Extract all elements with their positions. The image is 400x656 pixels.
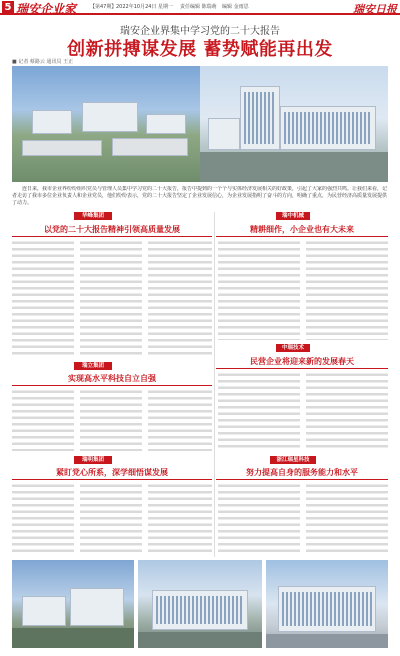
article-text-column <box>12 240 74 358</box>
article-text-column <box>148 240 212 358</box>
article-text-column <box>80 483 142 555</box>
article-text-column <box>306 483 388 555</box>
article-headline: 创新拼搏谋发展 蓄势赋能再出发 <box>67 39 333 60</box>
article-text-column <box>12 389 74 451</box>
divider-line <box>216 368 388 369</box>
section-title-5: 紧盯党心所系，深学细悟谋发展 <box>56 468 168 477</box>
page-number: 5 <box>2 1 14 14</box>
section-title-1: 以党的二十大报告精神引领高质量发展 <box>44 225 180 234</box>
article-text-column <box>218 483 300 555</box>
lead-paragraph: 连日来，我市企业界纷纷组织党员与管理人员集中学习党的二十大报告，报告中提到的一个个与实体经济发展相关的好政策，引起了大家的强烈共鸣。让我们来看，记者走访了我市多位企业负责人和企业党员，他们纷纷表示，党的二十大报告坚定了企业发展信心，为企业发展指明了奋斗的方向，明确了重点，为民营经济高质量发展提供了动力。 <box>12 186 388 207</box>
article-text-column <box>80 240 142 358</box>
article-text-column <box>12 483 74 555</box>
factory-building-photo-right <box>200 66 388 182</box>
divider-line <box>12 236 212 237</box>
article-text-column <box>306 240 388 340</box>
divider-line <box>12 479 212 480</box>
article-text-column <box>306 372 388 450</box>
section-title-4: 民营企业将迎来新的发展春天 <box>250 357 354 366</box>
hero-photo <box>12 66 388 182</box>
section-tag-2: 瑞中机械 <box>276 212 310 220</box>
designer-credit: 编辑 金雨思 <box>222 4 249 10</box>
section-tag-3: 瑞立集团 <box>74 362 112 370</box>
section-tag-4: 中瑞技术 <box>276 344 310 352</box>
factory-photo-1 <box>12 560 134 648</box>
article-text-column <box>80 389 142 451</box>
masthead <box>0 0 400 15</box>
divider-line <box>12 385 212 386</box>
section-name: 瑞安企业家 <box>16 2 77 16</box>
article-byline: ■ 记者 蔡路云 通讯员 王正 <box>12 59 74 65</box>
factory-photo-2 <box>138 560 262 648</box>
column-separator <box>214 212 215 557</box>
article-text-column <box>148 483 212 555</box>
issue-date: 2022年10月24日 <box>116 4 157 10</box>
paper-name: 瑞安日报 <box>353 3 397 16</box>
article-kicker: 瑞安企业界集中学习党的二十大报告 <box>120 26 280 37</box>
factory-aerial-photo-left <box>12 66 200 182</box>
issue-number: 【第47期】 <box>90 4 117 10</box>
divider-line <box>216 479 388 480</box>
editor-credit: 责任编辑 陈瑞萌 <box>180 4 217 10</box>
issue-weekday: 星期一 <box>158 4 174 10</box>
factory-photo-3 <box>266 560 388 648</box>
article-text-column <box>218 372 300 450</box>
section-tag-6: 浙江瑞星科技 <box>270 456 316 464</box>
section-title-3: 实现高水平科技自立自强 <box>68 374 156 383</box>
section-title-6: 努力提高自身的服务能力和水平 <box>246 468 358 477</box>
section-title-2: 精耕细作，小企业也有大未来 <box>250 225 354 234</box>
section-tag-5: 瑞明集团 <box>74 456 112 464</box>
divider-line <box>216 236 388 237</box>
article-text-column <box>218 240 300 340</box>
section-tag-1: 华峰集团 <box>74 212 112 220</box>
article-text-column <box>148 389 212 451</box>
